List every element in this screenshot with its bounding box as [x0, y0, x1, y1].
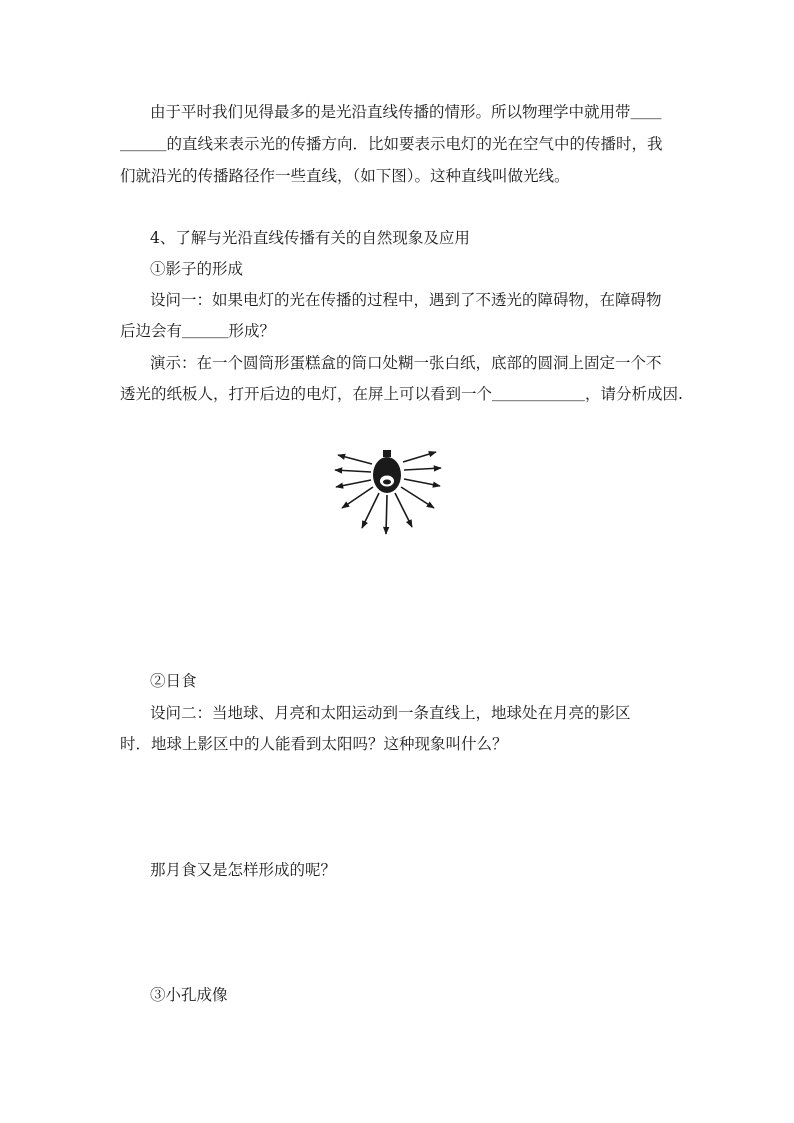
lunar-eclipse-question: 那月食又是怎样形成的呢？ [150, 861, 337, 879]
demo-line-2: 透光的纸板人，打开后边的电灯，在屏上可以看到一个＿＿＿＿＿＿，请分析成因. [120, 385, 683, 403]
solar-eclipse-title: ②日食 [150, 672, 197, 690]
question-2-line-1: 设问二：当地球、月亮和太阳运动到一条直线上，地球处在月亮的影区 [150, 704, 631, 722]
paragraph-1-line-1: 由于平时我们见得最多的是光沿直线传播的情形。所以物理学中就用带＿＿ [150, 103, 662, 121]
section-4-heading: 4、了解与光沿直线传播有关的自然现象及应用 [150, 229, 470, 247]
question-2-line-2: 时．地球上影区中的人能看到太阳吗？这种现象叫什么？ [120, 735, 508, 753]
question-1-line-2: 后边会有＿＿＿形成？ [120, 322, 276, 340]
question-1-line-1: 设问一：如果电灯的光在传播的过程中，遇到了不透光的障碍物，在障碍物 [150, 291, 662, 309]
shadow-title: ①影子的形成 [150, 260, 244, 278]
paragraph-1-line-3: 们就沿光的传播路径作一些直线，（如下图）。这种直线叫做光线。 [120, 167, 570, 185]
pinhole-title: ③小孔成像 [150, 986, 228, 1004]
demo-line-1: 演示：在一个圆筒形蛋糕盒的筒口处糊一张白纸，底部的圆洞上固定一个不 [150, 354, 662, 372]
lamp-with-rays-icon [330, 446, 446, 542]
paragraph-1-line-2: ＿＿＿的直线来表示光的传播方向．比如要表示电灯的光在空气中的传播时，我 [120, 135, 663, 153]
